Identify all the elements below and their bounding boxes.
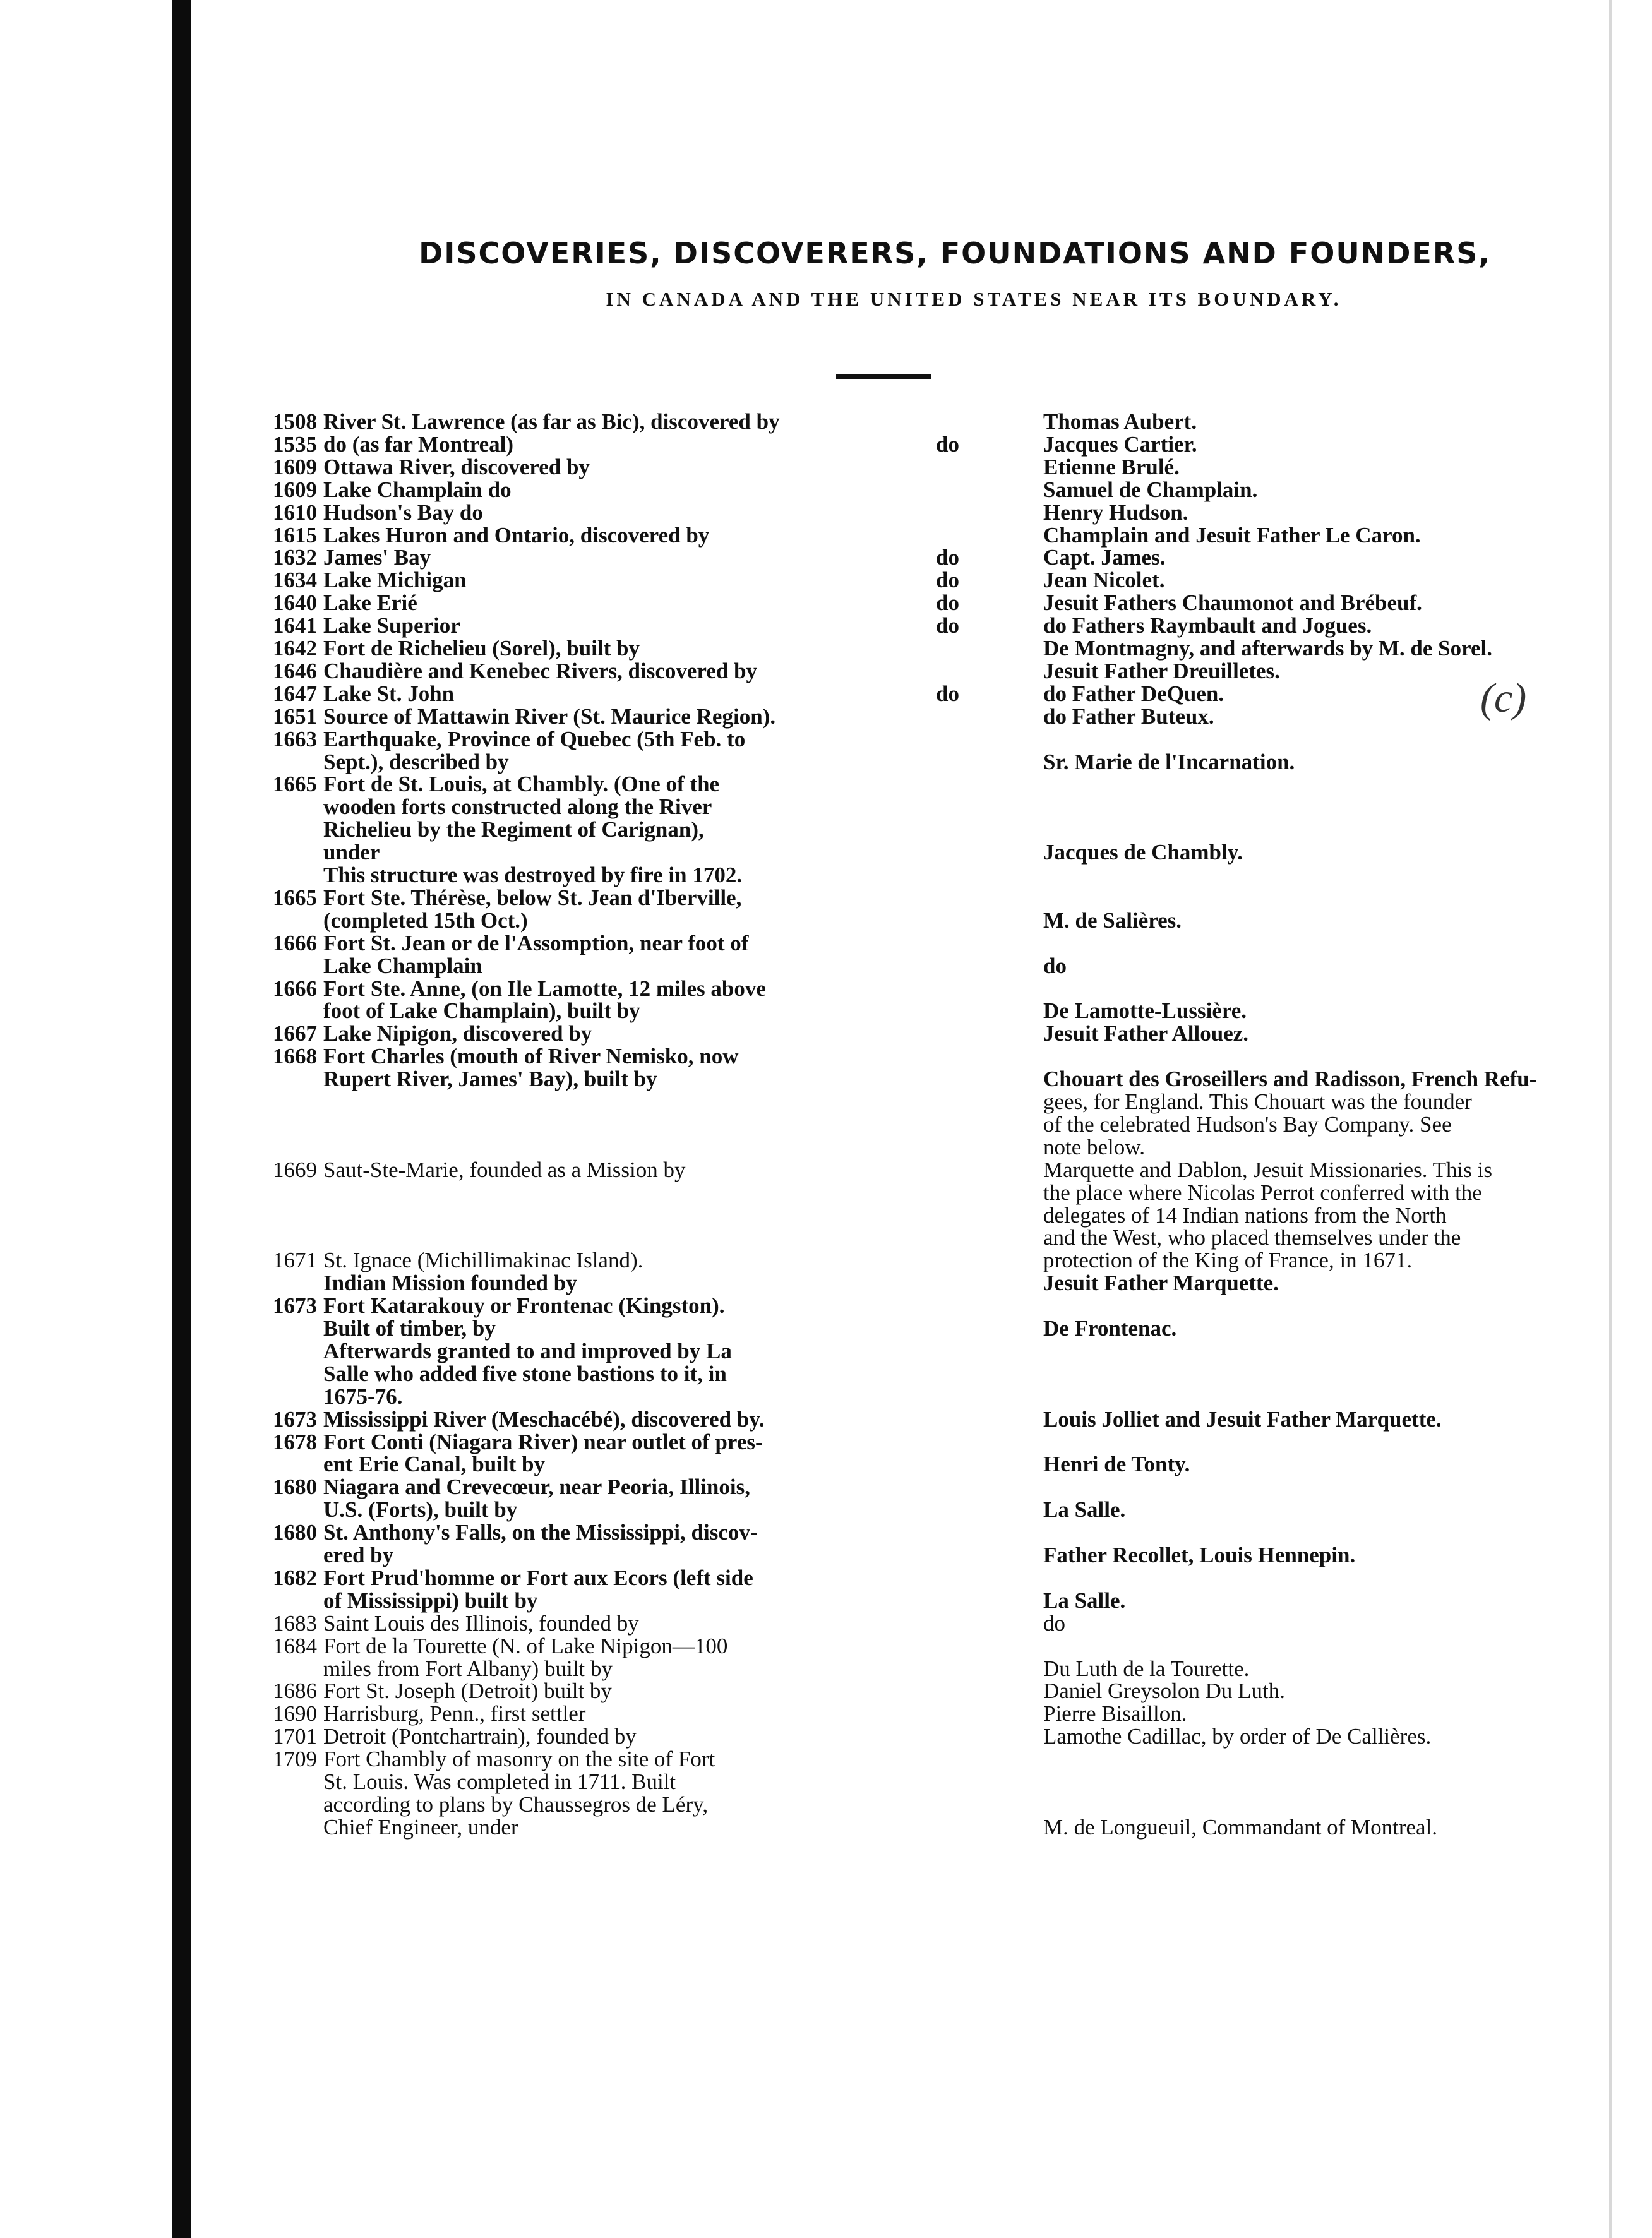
entry-year: 1647 — [273, 681, 317, 706]
entry-line — [273, 931, 1599, 956]
entry-year: 1682 — [273, 1565, 317, 1590]
entry-discoverer: do Fathers Raymbault and Jogues. — [1043, 613, 1372, 638]
entry-discoverer: Jacques de Chambly. — [1043, 840, 1243, 865]
entry-description: Saint Louis des Illinois, founded by — [323, 1611, 639, 1636]
entry-ditto: do — [936, 568, 959, 592]
entry-year: 1642 — [273, 636, 317, 661]
entry-description: Chaudière and Kenebec Rivers, discovered by — [323, 659, 758, 683]
entry-discoverer: Jean Nicolet. — [1043, 568, 1165, 592]
entry-line — [273, 1475, 1599, 1500]
entry-line — [273, 1384, 1599, 1409]
entry-line — [273, 1430, 1599, 1455]
entry-description: Richelieu by the Regiment of Carignan), — [323, 817, 704, 842]
entry-line — [273, 1520, 1599, 1545]
entry-description: Fort de la Tourette (N. of Lake Nipigon—100 — [323, 1634, 728, 1658]
entry-discoverer: M. de Longueuil, Commandant of Montreal. — [1043, 1815, 1438, 1840]
entry-discoverer: La Salle. — [1043, 1588, 1126, 1613]
entry-description: Hudson's Bay do — [323, 500, 483, 525]
entry-year: 1669 — [273, 1158, 317, 1182]
entry-line — [273, 1316, 1599, 1341]
entry-line — [273, 750, 1599, 775]
entry-line — [273, 500, 1599, 525]
entry-line — [273, 1769, 1599, 1795]
entry-year: 1671 — [273, 1248, 317, 1272]
entry-discoverer: Jacques Cartier. — [1043, 432, 1197, 457]
entry-line — [273, 1792, 1599, 1817]
entry-line — [273, 794, 1599, 820]
entry-year: 1641 — [273, 613, 317, 638]
entry-line — [273, 998, 1599, 1024]
entry-line — [273, 1361, 1599, 1387]
entry-discoverer: Capt. James. — [1043, 545, 1166, 570]
entry-description: 1675-76. — [323, 1384, 403, 1409]
entry-description: according to plans by Chaussegros de Léry, — [323, 1792, 709, 1817]
entry-description: Fort Conti (Niagara River) near outlet of pres- — [323, 1430, 763, 1454]
entry-discoverer: Lamothe Cadillac, by order of De Callières. — [1043, 1724, 1432, 1749]
entry-line — [273, 1021, 1599, 1046]
entry-line — [273, 409, 1599, 434]
entry-line — [273, 477, 1599, 503]
entry-description: Lake Champlain do — [323, 477, 512, 502]
entry-line — [273, 659, 1599, 684]
entry-line — [273, 1225, 1599, 1250]
entry-discoverer: Louis Jolliet and Jesuit Father Marquette. — [1043, 1407, 1442, 1432]
entry-year: 1673 — [273, 1293, 317, 1318]
entry-line — [273, 1701, 1599, 1726]
entry-line — [273, 545, 1599, 570]
entry-discoverer: Samuel de Champlain. — [1043, 477, 1258, 502]
entry-description: Lakes Huron and Ontario, discovered by — [323, 523, 710, 548]
entry-year: 1665 — [273, 772, 317, 796]
entry-description: Detroit (Pontchartrain), founded by — [323, 1724, 637, 1749]
entry-line — [273, 1724, 1599, 1749]
margin-annotation: (c) — [1480, 675, 1527, 721]
entry-discoverer: of the celebrated Hudson's Bay Company. See — [1043, 1112, 1452, 1137]
entry-line — [273, 1543, 1599, 1568]
entry-line — [273, 636, 1599, 661]
entry-description: Fort Prud'homme or Fort aux Ecors (left side — [323, 1565, 753, 1590]
page-edge — [1609, 0, 1612, 2238]
entry-description: Source of Mattawin River (St. Maurice Region). — [323, 704, 776, 729]
entry-line — [273, 885, 1599, 911]
entry-ditto: do — [936, 590, 959, 615]
entry-discoverer: M. de Salières. — [1043, 908, 1182, 933]
page-subtitle: IN CANADA AND THE UNITED STATES NEAR ITS BOUNDARY. — [606, 288, 1342, 310]
entry-description: Fort Ste. Thérèse, below St. Jean d'Iberville, — [323, 885, 742, 910]
entry-discoverer: De Frontenac. — [1043, 1316, 1177, 1341]
entry-discoverer: and the West, who placed themselves under the — [1043, 1225, 1461, 1250]
entry-description: miles from Fort Albany) built by — [323, 1656, 613, 1681]
entry-line — [273, 1407, 1599, 1432]
entry-discoverer: do Father DeQuen. — [1043, 681, 1224, 706]
entry-description: St. Anthony's Falls, on the Mississippi, discov- — [323, 1520, 758, 1545]
entry-description: under — [323, 840, 380, 865]
entry-line — [273, 840, 1599, 865]
binding-edge — [172, 0, 191, 2238]
entry-description: Harrisburg, Penn., first settler — [323, 1701, 586, 1726]
entry-description: Salle who added five stone bastions to it, in — [323, 1361, 727, 1386]
entry-discoverer: Jesuit Father Allouez. — [1043, 1021, 1249, 1046]
entry-year: 1684 — [273, 1634, 317, 1658]
entry-discoverer: Champlain and Jesuit Father Le Caron. — [1043, 523, 1421, 548]
entry-discoverer: gees, for England. This Chouart was the founder — [1043, 1089, 1472, 1114]
page-gutter — [0, 0, 109, 2238]
entry-line — [273, 1271, 1599, 1296]
entry-year: 1609 — [273, 477, 317, 502]
entry-line — [273, 590, 1599, 616]
entry-description: ered by — [323, 1543, 394, 1567]
entry-ditto: do — [936, 432, 959, 457]
entry-description: This structure was destroyed by fire in 1702. — [323, 863, 743, 887]
entry-discoverer: Daniel Greysolon Du Luth. — [1043, 1678, 1285, 1703]
entry-line — [273, 1044, 1599, 1069]
entry-year: 1690 — [273, 1701, 317, 1726]
entry-year: 1634 — [273, 568, 317, 592]
entry-discoverer: Etienne Brulé. — [1043, 455, 1180, 479]
entry-line — [273, 1135, 1599, 1160]
entry-description: Lake Michigan — [323, 568, 467, 592]
entry-description: Fort de Richelieu (Sorel), built by — [323, 636, 640, 661]
entry-year: 1610 — [273, 500, 317, 525]
entry-description: Fort de St. Louis, at Chambly. (One of the — [323, 772, 720, 796]
entry-description: Sept.), described by — [323, 750, 509, 774]
entry-discoverer: Jesuit Father Dreuilletes. — [1043, 659, 1280, 683]
entry-description: U.S. (Forts), built by — [323, 1497, 518, 1522]
entry-description: Earthquake, Province of Quebec (5th Feb. to — [323, 727, 746, 751]
entry-line — [273, 1248, 1599, 1273]
entry-description: St. Louis. Was completed in 1711. Built — [323, 1769, 676, 1794]
entry-discoverer: delegates of 14 Indian nations from the North — [1043, 1203, 1447, 1228]
entry-year: 1665 — [273, 885, 317, 910]
entry-line — [273, 681, 1599, 707]
entry-line — [273, 1293, 1599, 1319]
entry-discoverer: Henry Hudson. — [1043, 500, 1188, 525]
entry-year: 1686 — [273, 1678, 317, 1703]
page-title: DISCOVERIES, DISCOVERERS, FOUNDATIONS AND FOUNDERS, — [419, 236, 1491, 270]
entry-discoverer: Father Recollet, Louis Hennepin. — [1043, 1543, 1356, 1567]
entry-year: 1709 — [273, 1747, 317, 1771]
entry-description: of Mississippi) built by — [323, 1588, 538, 1613]
entry-line — [273, 727, 1599, 752]
entry-line — [273, 772, 1599, 797]
entry-description: Mississippi River (Meschacébé), discovered by. — [323, 1407, 765, 1432]
entry-discoverer: do Father Buteux. — [1043, 704, 1214, 729]
entry-description: Fort Chambly of masonry on the site of Fort — [323, 1747, 715, 1771]
entry-year: 1663 — [273, 727, 317, 751]
entry-year: 1680 — [273, 1520, 317, 1545]
entry-description: do (as far Montreal) — [323, 432, 514, 457]
entry-description: Ottawa River, discovered by — [323, 455, 590, 479]
entry-line — [273, 568, 1599, 593]
entry-line — [273, 1678, 1599, 1704]
entry-year: 1609 — [273, 455, 317, 479]
entry-year: 1667 — [273, 1021, 317, 1046]
entry-description: Lake Superior — [323, 613, 460, 638]
entry-description: St. Ignace (Michillimakinac Island). — [323, 1248, 643, 1272]
entry-description: Niagara and Crevecœur, near Peoria, Illinois, — [323, 1475, 750, 1499]
entry-line — [273, 1339, 1599, 1364]
entry-description: Rupert River, James' Bay), built by — [323, 1067, 657, 1091]
entry-description: Lake Nipigon, discovered by — [323, 1021, 592, 1046]
entry-discoverer: do — [1043, 1611, 1065, 1636]
entry-line — [273, 455, 1599, 480]
entry-ditto: do — [936, 681, 959, 706]
entry-year: 1651 — [273, 704, 317, 729]
entry-line — [273, 863, 1599, 888]
entry-year: 1678 — [273, 1430, 317, 1454]
entry-line — [273, 1747, 1599, 1772]
entry-year: 1615 — [273, 523, 317, 548]
entry-description: Built of timber, by — [323, 1316, 496, 1341]
entry-discoverer: the place where Nicolas Perrot conferred with the — [1043, 1180, 1482, 1205]
entry-description: Fort St. Joseph (Detroit) built by — [323, 1678, 612, 1703]
entry-line — [273, 1815, 1599, 1840]
entry-description: Chief Engineer, under — [323, 1815, 518, 1840]
entry-line — [273, 1656, 1599, 1682]
entry-year: 1632 — [273, 545, 317, 570]
entry-line — [273, 1067, 1599, 1092]
entry-year: 1646 — [273, 659, 317, 683]
entry-discoverer: Thomas Aubert. — [1043, 409, 1197, 434]
entry-line — [273, 1452, 1599, 1477]
entry-discoverer: protection of the King of France, in 1671. — [1043, 1248, 1413, 1272]
entry-line — [273, 1497, 1599, 1523]
entry-line — [273, 1203, 1599, 1228]
entry-ditto: do — [936, 545, 959, 570]
entry-discoverer: Henri de Tonty. — [1043, 1452, 1190, 1476]
entry-discoverer: Jesuit Father Marquette. — [1043, 1271, 1279, 1295]
entry-description: River St. Lawrence (as far as Bic), discovered by — [323, 409, 780, 434]
entry-line — [273, 1180, 1599, 1206]
entry-discoverer: De Montmagny, and afterwards by M. de Sorel. — [1043, 636, 1492, 661]
entry-line — [273, 704, 1599, 729]
entry-discoverer: Sr. Marie de l'Incarnation. — [1043, 750, 1295, 774]
entry-ditto: do — [936, 613, 959, 638]
entry-discoverer: La Salle. — [1043, 1497, 1126, 1522]
entry-description: foot of Lake Champlain), built by — [323, 998, 640, 1023]
entry-line — [273, 523, 1599, 548]
entry-line — [273, 908, 1599, 933]
entry-discoverer: do — [1043, 954, 1067, 978]
entry-discoverer: De Lamotte-Lussière. — [1043, 998, 1247, 1023]
entry-line — [273, 954, 1599, 979]
entry-description: Afterwards granted to and improved by La — [323, 1339, 732, 1363]
entry-line — [273, 1588, 1599, 1613]
entry-year: 1680 — [273, 1475, 317, 1499]
entry-description: (completed 15th Oct.) — [323, 908, 528, 933]
document-page — [191, 0, 1609, 2238]
entry-year: 1535 — [273, 432, 317, 457]
entry-description: Lake Champlain — [323, 954, 482, 978]
entry-line — [273, 432, 1599, 457]
entry-year: 1508 — [273, 409, 317, 434]
entry-discoverer: note below. — [1043, 1135, 1146, 1159]
entry-line — [273, 1158, 1599, 1183]
entry-line — [273, 1634, 1599, 1659]
entry-description: Lake St. John — [323, 681, 455, 706]
entry-year: 1701 — [273, 1724, 317, 1749]
entry-description: ent Erie Canal, built by — [323, 1452, 546, 1476]
entry-discoverer: Jesuit Fathers Chaumonot and Brébeuf. — [1043, 590, 1422, 615]
entry-line — [273, 613, 1599, 638]
entry-line — [273, 1089, 1599, 1115]
entry-description: Fort Ste. Anne, (on Ile Lamotte, 12 miles above — [323, 976, 766, 1001]
entry-description: Fort Katarakouy or Frontenac (Kingston). — [323, 1293, 725, 1318]
entry-line — [273, 1565, 1599, 1591]
title-rule — [836, 374, 931, 379]
entry-description: Fort St. Jean or de l'Assomption, near foot of — [323, 931, 749, 955]
entry-discoverer: Marquette and Dablon, Jesuit Missionaries. This is — [1043, 1158, 1492, 1182]
entry-discoverer: Du Luth de la Tourette. — [1043, 1656, 1250, 1681]
entry-year: 1666 — [273, 976, 317, 1001]
entry-year: 1640 — [273, 590, 317, 615]
entry-line — [273, 1611, 1599, 1636]
entry-description: wooden forts constructed along the River — [323, 794, 712, 819]
entry-year: 1683 — [273, 1611, 317, 1636]
entry-year: 1668 — [273, 1044, 317, 1068]
entry-discoverer: Pierre Bisaillon. — [1043, 1701, 1187, 1726]
entry-description: Indian Mission founded by — [323, 1271, 577, 1295]
entry-discoverer: Chouart des Groseillers and Radisson, French Refu- — [1043, 1067, 1537, 1091]
entry-line — [273, 976, 1599, 1002]
entry-year: 1666 — [273, 931, 317, 955]
entry-line — [273, 817, 1599, 842]
entry-description: Fort Charles (mouth of River Nemisko, now — [323, 1044, 739, 1068]
entry-line — [273, 1112, 1599, 1137]
entry-description: Lake Erié — [323, 590, 417, 615]
entry-description: James' Bay — [323, 545, 431, 570]
entry-description: Saut-Ste-Marie, founded as a Mission by — [323, 1158, 686, 1182]
entry-year: 1673 — [273, 1407, 317, 1432]
